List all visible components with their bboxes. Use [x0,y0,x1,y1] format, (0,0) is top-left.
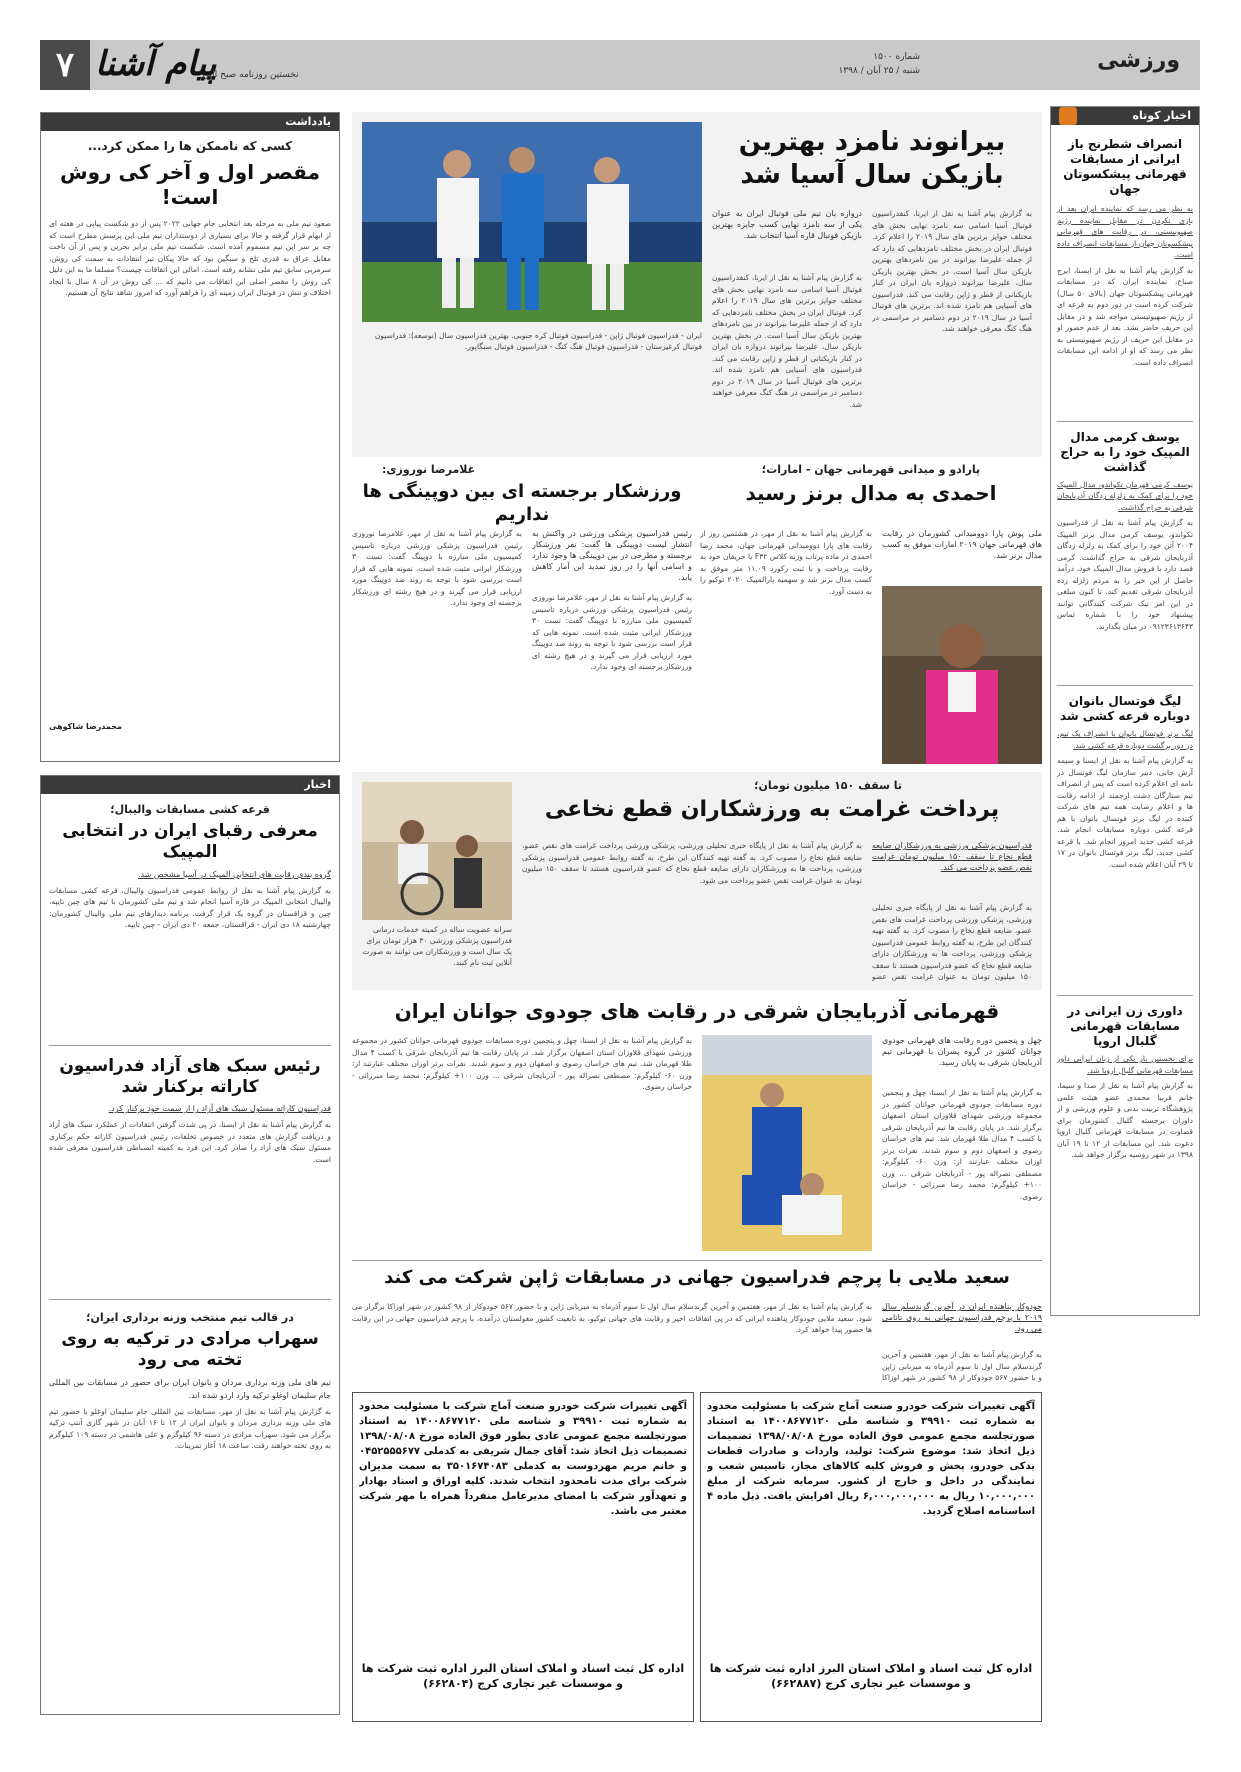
story-photo [702,1035,872,1251]
story-caption: سرانه عضویت ساله در کمیته خدمات درمانی فدراسیون پزشکی ورزشی ۳۰ هزار تومان برای یک سال است و ورزشکاران می توانند به صورت آنلاین ثبت نام کنند. [362,925,512,967]
short-news-sidebar [1050,106,1200,1316]
news-section-title: اخبار [41,776,339,794]
story-headline: پرداخت غرامت به ورزشکاران قطع نخاعی [544,797,1000,822]
short-news-item [1057,137,1193,413]
short-news-headline: لیگ فوتسال بانوان دوباره قرعه کشی شد [1059,694,1190,723]
story-headline: سعید ملایی با پرچم فدراسیون جهانی در مسابقات ژاپن شرکت می کند [384,1267,1010,1288]
football-players-image [362,122,702,322]
story-judo [352,995,1042,1257]
short-news-item [1057,694,1193,987]
story-photo [882,586,1042,764]
story-lead: فدراسیون پزشکی ورزشی به ورزشکاران ضایعه قطع نخاع تا سقف ۱۵۰ میلیون تومان غرامت نقص عضو پرداخت می کند. [872,841,1032,872]
top-story-lead: دروازه بان تیم ملی فوتبال ایران به عنوان یکی از سه نامزد نهایی کسب جایزه بهترین بازیکن فوتبال قاره آسیا انتخاب شد. [712,209,862,240]
editorial-body: صعود تیم ملی به مرحله بعد انتخابی جام جهانی ۲۰۲۲ پس از دو شکست پیاپی در هفته ای از ابهام قرار گرفته و حالا برای بسیاری از دوستداران تیم ملی این پرسش مطرح است که چه بر سر این تیم مسموم آمده است. شکست تیم ملی برابر بحرین و پس از آن باخت مقابل عراق به قدری تلخ و سنگین بود که حالا پیکان تیز انتقادات به سمت کی روش، سرمربی سابق تیم ملی نشانه رفته است. امالی این اتفاقات چیست؟ مسلما ما به این دلیل کی روش را مقصر اصلی این اتفاقات می دانیم که ... کی روش در آن ۸ سال با ایجاد اختلاف و تنش در فوتبال ایران زمینه ای را فراهم آورد که امروز شاهد نتایج آن هستیم. [49,219,331,297]
editorial-section-title: یادداشت [41,113,339,131]
short-news-lead: یوسف کرمی قهرمان تکواندو، مدال المپیک خود را برای کمک به زلزله زدگان آذربایجان شرقی به حراج گذاشت. [1057,479,1193,512]
news-column [40,775,340,1715]
short-news-lead: به نظر می رسد که نماینده ایران بعد از بازی نکردن در مقابل نماینده رژیم صهیونیستی، در رقابت های قهرمانی پیشکسوتان جهان از مسابقات انصراف داده است. [1057,204,1193,259]
editorial-headline: مقصر اول و آخر کی روش است! [60,160,320,209]
story-headline: احمدی به مدال برنز رسید [745,481,997,505]
editorial-column [40,112,340,762]
athlete-portrait-image [882,586,1042,764]
story-body-continued: به گزارش پیام آشنا به نقل از مهر، هفتمین و آخرین گرندسلام سال اول تا سوم آذرماه به میزبانی ژاپن و با حضور ۵۶۷ جودوکار از ۹۸ کشور در شهر اوزاکا برگزار می شود. سعید ملایی جودوکار پناهنده ایرانی که در پی اتفاقات اخیر و رقابت های جهانی توکیو، به تابعیت کشور مغولستان درآمده، با پرچم فدراسیون جهانی در این رقابت ها حضور پیدا خواهد کرد. [352,1302,872,1334]
news-body: به گزارش پیام آشنا به نقل از روابط عمومی فدراسیون والیبال، قرعه کشی مسابقات والیبال انتخابی المپیک در قاره آسیا انجام شد و تیم ملی کشورمان با تیم های چین تایپه، چین و قزاقستان در گروه یک قرار گرفت. برنامه دیدارهای تیم ملی والیبال کشورمان: چهارشنبه ۱۸ دی ایران - قزاقستان، جمعه ۲۰ دی ایران - چین تایپه. [49,885,331,929]
news-headline: رئیس سبک های آزاد فدراسیون کاراته برکنار شد [59,1055,321,1097]
short-news-lead: برای نخستین بار یکی از زنان ایرانی داور مسابقات قهرمانی گلبال اروپا شد. [1057,1054,1193,1075]
top-story-caption: ایران - فدراسیون فوتبال ژاپن - فدراسیون فوتبال کره جنوبی. بهترین فدراسیون سال (توسعه): فدراسیون فوتبال کرغیزستان - فدراسیون فوتبال هنگ کنگ - فدراسیون فوتبال سنگاپور. [374,331,702,351]
wheelchair-athlete-image [362,782,512,920]
editorial-kicker: کسی که ناممکن ها را ممکن کرد... [87,139,293,153]
short-news-headline: یوسف کرمی مدال المپیک خود را به حراج گذاشت [1060,429,1190,474]
issue-number: شماره ۱۵۰۰ [873,52,920,62]
story-body: به گزارش پیام آشنا به نقل از مهر، در هشتمین روز از رقابت های پارا دوومیدانی قهرمانی جهان، محمد رضا احمدی در ماده پرتاب وزنه کلاس F۳۲ با حریفان خود به رقابت پرداخت و با ثبت رکورد ۱۱.۰۹ متر موفق به کسب مدال برنز شد و سهمیه پارالمپیک ۲۰۲۰ توکیو را به دست آورد. [700,529,872,596]
story-body: به گزارش پیام آشنا به نقل از ایسنا، چهل و پنجمین دوره مسابقات جودوی قهرمانی جوانان کشور در مجموعه ورزشی شهدای قلاوزان استان اصفهان برگزار شد. در پایان رقابت ها تیم آذربایجان شرقی با کسب ۴ مدال طلا قهرمان شد. تیم های خراسان رضوی و اصفهان دوم و سوم شدند. نفرات برتر اوزان مختلف عبارتند از: وزن ۶۰- کیلوگرم: مصطفی نصراله پور - آذربایجان شرقی ... وزن ۱۰۰+ کیلوگرم: محمد رضا مبرزائی - خراسان رضوی. [882,1088,1042,1201]
story-headline: قهرمانی آذربایجان شرقی در رقابت های جودوی جوانان ایران [394,999,1000,1023]
story-kicker: تا سقف ۱۵۰ میلیون تومان؛ [754,779,902,792]
top-story-body: به گزارش پیام آشنا به نقل از ایرنا، کنفدراسیون فوتبال آسیا اسامی سه نامزد نهایی بخش های مختلف جوایز برترین های سال ۲۰۱۹ را اعلام کرد. فوتبال ایران در بخش مختلف نامزدهایی که دارد که از جمله علیرضا بیرانوند در بین نامزدهای بهترین بازیکن سال آسیا است. در بخش بهترین بازیکن سال، علیرضا بیرانوند دروازه بان ایران در کنار بازیکنانی از قطر و ژاپن رقابت می کند. فدراسیون های آسیایی هم نامزد شده اند. برترین های فوتبال آسیا در سال ۲۰۱۹ در دوم دسامبر در مراسمی در هنگ کنگ معرفی خواهند شد. [872,209,1032,333]
story-body-continued: به گزارش پیام آشنا به نقل از مهر، غلامرضا نوروزی رئیس فدراسیون پزشکی ورزشی درباره تاسیس کمیسیون ملی مبارزه با دوپینگ گفت: تست ۳۰ ورزشکار ایرانی مثبت شده است. نمونه هایی که قرار است بررسی شود با توجه به روند ضد دوپینگ مورد ارزیابی قرار می گیرند و در هیچ رشته ای ورزشکار برجسته ای وجود ندارد. [352,529,522,607]
newspaper-tagline: نخستین روزنامه صبح البرز [200,70,299,80]
short-news-item [1057,430,1193,678]
story-kicker: پارادو و میدانی قهرمانی جهان - امارات؛ [761,463,981,476]
issue-info [838,50,920,78]
short-news-headline: داوری زن ایرانی در مسابقات قهرمانی گلبال اروپا [1067,1004,1183,1048]
short-news-body: به گزارش پیام آشنا به نقل از ایسنا و سیمه آرش جانی، دبیر سازمان لیگ فوتسال در نامه ای اعلام کرده است که پس از انصراف تیم ستارگان دشت ارجمند از ادامه رقابت ها و اعلام رضایت همه تیم های شرکت کننده در لیگ برتر فوتسال بانوان با هم قرعه کشی دوباره مسابقات انجام شد. قرعه کشی جدید امروز انجام شد. با قرعه کشی جدید، لیگ برتر فوتسال بانوان در ۱۷ تا ۲۹ آبان اعلام شده است. [1057,756,1193,869]
ad-text: آگهی تغییرات شرکت خودرو صنعت آماج شرکت با مسئولیت محدود به شماره ثبت ۳۹۹۱۰ و شناسه ملی ۱۴۰۰۸۶۷۷۱۲۰ به استناد صورتجلسه مجمع عمومی فوق العاده مورخ ۱۳۹۸/۰۸/۰۸ تصمیمات ذیل اتخاذ شد: موضوع شرکت: تولید، واردات و صادرات قطعات یدکی خودرو، پخش و فروش کلیه کالاهای مجاز، تاسیس شعب و نمایندگی در داخل و خارج از کشور. سرمایه شرکت از مبلغ ۱۰,۰۰۰,۰۰۰ ریال به ۶,۰۰۰,۰۰۰,۰۰۰ ریال افزایش یافت. ذیل ماده ۴ اساسنامه اصلاح گردید. [707,1401,1035,1517]
story-body-continued: به گزارش پیام آشنا به نقل از ایسنا، چهل و پنجمین دوره مسابقات جودوی قهرمانی جوانان کشور در مجموعه ورزشی شهدای قلاوزان استان اصفهان برگزار شد. در پایان رقابت ها تیم آذربایجان شرقی با کسب ۴ مدال طلا قهرمان شد. تیم های خراسان رضوی و اصفهان دوم و سوم شدند. نفرات برتر اوزان مختلف عبارتند از: وزن ۶۰- کیلوگرم: مصطفی نصراله پور - آذربایجان شرقی ... وزن ۱۰۰+ کیلوگرم: محمد رضا مبرزائی - خراسان رضوی. [352,1036,692,1091]
story-mollaei [352,1260,1042,1384]
page-header [40,40,1200,90]
story-norouzi [352,462,692,772]
story-body-continued: به گزارش پیام آشنا به نقل از پایگاه خبری تحلیلی ورزشی، پزشکی ورزشی پرداخت غرامت های نقص عضو، ضایعه قطع نخاع را مصوب کرد. به گفته تهیه کنندگان این طرح، به گفته روابط عمومی فدراسیون پزشکی ورزشی، پرداخت ها به ورزشکاران دارای ضایعه قطع نخاع که عضو فدراسیون هستند تا سقف ۱۵۰ میلیون تومان به عنوان غرامت نقص عضو پرداخت می شود. [522,841,862,885]
news-item [49,1310,331,1576]
top-story-photo [362,122,702,322]
news-lead: تیم های ملی وزنه برداری مردان و بانوان ایران برای حضور در مسابقات بین المللی جام سلیمان اوغلو ترکیه وارد اردو شده اند. [49,1377,331,1400]
news-kicker: در قالب تیم منتخب وزنه برداری ایران؛ [86,1311,294,1324]
section-title: ورزشی [1097,48,1180,73]
short-news-item [1057,1004,1193,1280]
rss-icon [1059,107,1077,125]
page-number: ۷ [40,40,90,90]
story-lead: ملی پوش پارا دوومیدانی کشورمان در رقابت های قهرمانی جهان ۲۰۱۹ امارات موفق به کسب مدال برنز شد. [882,529,1042,560]
story-headline: ورزشکار برجسته ای بین دوپینگی ها نداریم [362,481,682,525]
story-ahmadi [700,462,1042,772]
legal-notice-ad [352,1392,694,1722]
story-lead: جودوکار پناهنده ایران در آخرین گرندسلم سال ۲۰۱۹ با پرچم فدراسیون جهانی به روی تاتامی می رود. [882,1302,1042,1333]
story-lead: رئیس فدراسیون پزشکی ورزشی در واکنش به انتشار لیست دوپینگی ها گفت: نفر ورزشکار برجسته و مطرحی در بین دوپینگی ها وجود ندارد و اسامی آنها را در روز تمدید این آمار کاهش یابد. [532,529,692,582]
news-body: به گزارش پیام آشنا به نقل از ایسنا، در پی شدت گرفتن انتقادات از عملکرد سبک های آزاد و دریافت گزارش های متعدد در خصوص تخلفات، رئیس فدراسیون کاراته حکم برکناری مسئول سبک های آزاد را صادر کرد. این فرد به کمیته انضباطی فدراسیون معرفی شده است. [49,1120,331,1164]
short-news-lead: لیگ برتر فوتسال بانوان با انصراف یک تیم، در دور برگشت دوباره قرعه کشی شد. [1057,729,1193,750]
top-story-body-continued: به گزارش پیام آشنا به نقل از ایرنا، کنفدراسیون فوتبال آسیا اسامی سه نامزد نهایی بخش های مختلف جوایز برترین های سال ۲۰۱۹ را اعلام کرد. فوتبال ایران در بخش مختلف نامزدهایی که دارد که از جمله علیرضا بیرانوند در بین نامزدهای بهترین بازیکن سال آسیا است. در بخش بهترین بازیکن سال، علیرضا بیرانوند دروازه بان ایران در کنار بازیکنانی از قطر و ژاپن رقابت می کند. فدراسیون های آسیایی هم نامزد شده اند. برترین های فوتبال آسیا در سال ۲۰۱۹ در دوم دسامبر در مراسمی در هنگ کنگ معرفی خواهند شد. [712,273,862,409]
legal-notice-ad [700,1392,1042,1722]
story-body: به گزارش پیام آشنا به نقل از مهر، هفتمین و آخرین گرندسلام سال اول تا سوم آذرماه به میزبانی ژاپن و با حضور ۵۶۷ جودوکار از ۹۸ کشور در شهر اوزاکا [882,1350,1042,1382]
short-news-body: به گزارش پیام آشنا به نقل از فدراسیون تکواندو، یوسف کرمی مدال برنز المپیک ۲۰۰۴ آتن خود را برای کمک به زلزله زدگان آذربایجان شرقی به حراج گذاشت. کرمی قصد دارد با فروش مدال المپیک خود، درآمد حاصل از این خیر را به مردم زلزله زده آذربایجان شرقی تقدیم کند. تا کنون مبلغی در این امر نیک شرکت کنندگانی توانند پیشنهاد خود را با شماره تماس ۰۹۱۲۳۶۱۳۶۴۳ در میان بگذارند. [1057,518,1193,631]
story-kicker: غلامرضا نوروزی: [382,463,476,476]
story-lead: چهل و پنجمین دوره رقابت های قهرمانی جودوی جوانان کشور در گروه پسران با قهرمانی تیم آذربایجان شرقی به پایان رسید. [882,1036,1042,1067]
newspaper-logo: پیام آشنا [95,44,217,84]
news-item [49,1056,331,1290]
short-news-body: به گزارش پیام آشنا به نقل از صدا و سیما، خانم فریبا محمدی عضو هیئت علمی پژوهشگاه تربیت بدنی و علوم ورزشی و از داوران برجسته گلبال کشورمان برای قضاوت در مسابقات قهرمانی گلبال اروپا دعوت شد. این مسابقات از ۱۲ تا ۱۹ آبان ۱۳۹۸ در شهر روسیه برگزار خواهد شد. [1057,1081,1193,1159]
news-item [49,802,331,1035]
news-kicker: قرعه کشی مسابقات والیبال؛ [110,803,270,816]
short-news-title: اخبار کوتاه [1132,109,1191,122]
story-body: به گزارش پیام آشنا به نقل از پایگاه خبری تحلیلی ورزشی، پزشکی ورزشی پرداخت غرامت های نقص عضو، ضایعه قطع نخاع را مصوب کرد. به گفته تهیه کنندگان این طرح، به گفته روابط عمومی فدراسیون پزشکی ورزشی، پرداخت ها به ورزشکاران دارای ضایعه قطع نخاع که عضو فدراسیون هستند تا سقف ۱۵۰ میلیون تومان به عنوان غرامت نقص عضو [872,903,1032,981]
news-body: به گزارش پیام آشنا به نقل از مهر، مسابقات بین المللی جام سلیمان اوغلو با حضور تیم های ملی وزنه برداری مردان و بانوان ایران از ۱۲ تا ۱۶ آبان در شهر گازی آنتپ ترکیه برگزار می شود. سهراب مرادی در دسته ۹۶ کیلوگرم و علی هاشمی در دسته ۱۰۹ کیلوگرم به روی تخته خواهند رفت. ساعت ۱۸ آغاز تمرینات. [49,1406,331,1450]
top-story-headline: بیرانوند نامزد بهترین بازیکن سال آسیا شد [738,127,1006,190]
editorial-author: محمدرضا شاکوهی [49,722,123,731]
ad-footer: اداره کل ثبت اسناد و املاک استان البرز اداره ثبت شرکت ها و موسسات غیر تجاری کرج (۶۶۲۸۸۷) [709,1662,1033,1690]
news-headline: سهراب مرادی در ترکیه به روی تخته می رود [61,1329,319,1371]
story-compensation [352,772,1042,990]
news-lead: گروه بندی رقابت های انتخابی المپیک در آسیا مشخص شد. [137,869,331,879]
short-news-body: به گزارش پیام آشنا به نقل از ایسنا، ایرج صباح، نماینده ایران که در مسابقات قهرمانی پیشکسوتان جهان (بالای ۵۰ سال) شرکت کرده است در دور دوم به قرعه ای از رژیم صهیونیستی مواجه شد و در مقابل این حریف حاضر نشد. بعد از عدم حضور او در مقابل این حریف از رژیم صهیونیستی به نظر می رسد که او از ادامه این مسابقات انصراف داده است. [1057,265,1193,367]
short-news-headline: انصراف شطرنج باز ایرانی از مسابقات قهرمانی پیشکسوتان جهان [1063,137,1187,196]
news-headline: معرفی رقبای ایران در انتخابی المپیک [62,821,318,863]
issue-date: شنبه / ۲۵ آبان / ۱۳۹۸ [838,66,920,76]
story-photo [362,782,512,920]
judo-match-image [702,1035,872,1251]
ad-footer: اداره کل ثبت اسناد و املاک استان البرز اداره ثبت شرکت ها و موسسات غیر تجاری کرج (۶۶۲۸۰۴) [361,1662,685,1690]
top-story [352,112,1042,457]
ad-text: آگهی تغییرات شرکت خودرو صنعت آماج شرکت با مسئولیت محدود به شماره ثبت ۳۹۹۱۰ و شناسه ملی ۱۴۰۰۸۶۷۷۱۲۰ به استناد صورتجلسه مجمع عمومی عادی بطور فوق العاده مورخ ۱۳۹۸/۰۸/۰۸ تصمیمات ذیل اتخاذ شد: آقای جمال شریفی به کدملی ۰۴۵۲۵۵۵۶۷۷ و خانم مریم مهردوست به کدملی ۳۵۰۱۶۷۴۰۸۳ به سمت مدیران شرکت برای مدت نامحدود انتخاب شدند. کلیه اوراق و اسناد بهادار و تعهدآور شرکت با امضای مدیرعامل منفرداً همراه با مهر شرکت معتبر می باشد. [359,1401,687,1517]
story-body: به گزارش پیام آشنا به نقل از مهر، غلامرضا نوروزی رئیس فدراسیون پزشکی ورزشی درباره تاسیس کمیسیون ملی مبارزه با دوپینگ گفت: تست ۳۰ ورزشکار ایرانی مثبت شده است. نمونه هایی که قرار است بررسی شود با توجه به روند ضد دوپینگ مورد ارزیابی قرار می گیرند و در هیچ رشته ای ورزشکار برجسته ای وجود ندارد. [532,593,692,671]
short-news-header [1051,107,1199,125]
news-lead: فدراسیون کاراته مسئول سبک های آزاد را از سمت خود برکنار کرد. [108,1104,331,1113]
